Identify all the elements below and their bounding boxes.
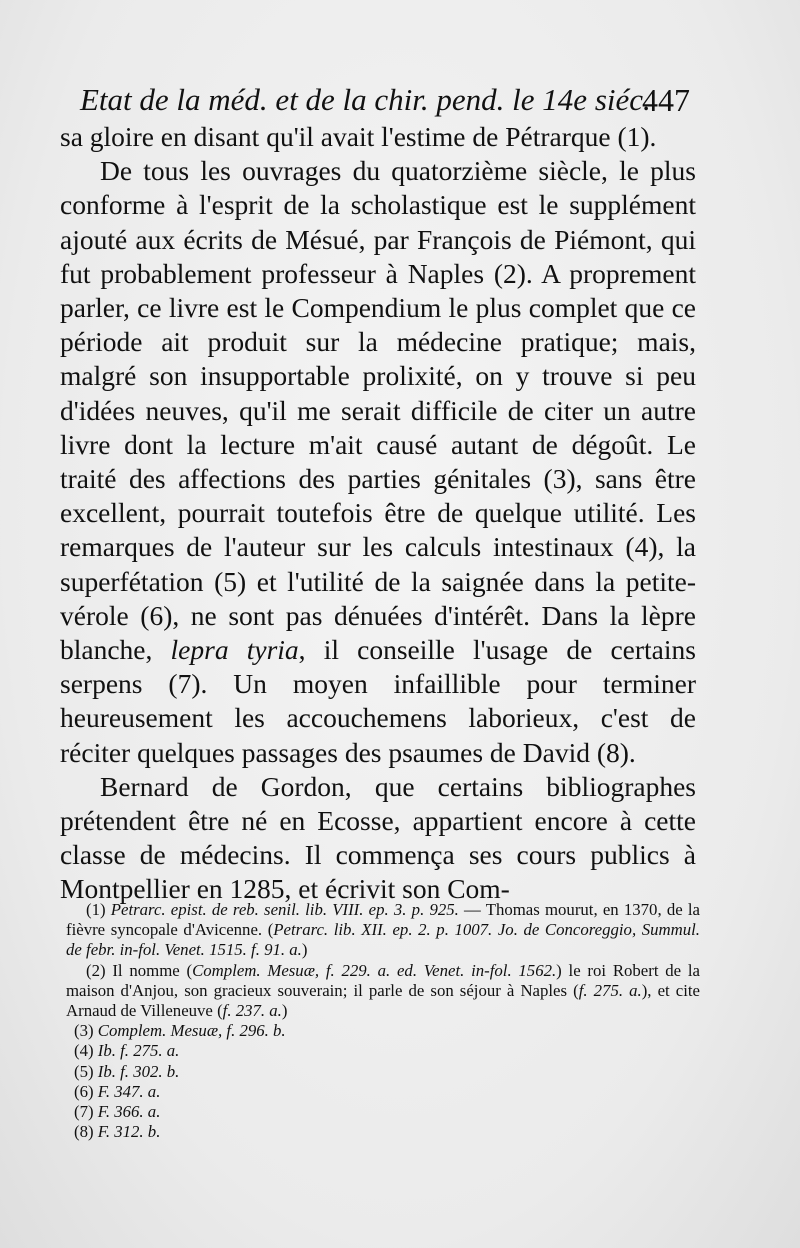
footnote-5-number: (5) [74,1061,98,1081]
footnote-2 [66,961,700,1022]
footnote-4 [66,1041,700,1061]
footnote-8-ref: F. 312. b. [97,1122,161,1142]
footnote-5 [66,1062,700,1082]
footnote-7 [66,1102,700,1122]
footnote-5-ref: Ib. f. 302. b. [97,1061,180,1081]
running-title: Etat de la méd. et de la chir. pend. le 14e siéc. [80,82,651,117]
footnote-1-text: — Thomas mourut, en 1370, de la fièvre syncopale d'Avicenne. ( [66,900,700,940]
page-number: 447 [642,82,690,118]
footnote-7-ref: F. 366. a. [97,1102,161,1122]
footnote-3 [66,1021,700,1041]
footnote-8 [66,1122,700,1142]
main-text [60,120,696,907]
footnote-1-ref-b: Petrarc. lib. XII. ep. 2. p. 1007. Jo. de Concoreggio, Summul. de febr. in-fol. Venet. 1515. f. 91. a. [66,920,701,960]
footnote-6-number: (6) [74,1081,98,1101]
paragraph-3: Bernard de Gordon, que certains bibliographes prétendent être né en Ecosse, appartient encore à cette classe de médecins. Il commença ses cours publics à Montpellier en 1285, et écrivit son Com- [60,770,696,905]
footnote-2-number: (2) Il nomme ( [86,960,193,980]
footnote-2-close: ) [281,1001,288,1021]
paragraph-2-italic: lepra tyria [170,634,299,666]
footnote-1-close: ) [301,940,308,960]
footnote-6-ref: F. 347. a. [97,1081,161,1101]
paragraph-2-text-a: De tous les ouvrages du quatorzième siècle, le plus conforme à l'esprit de la scholastique est le supplément ajouté aux écrits de Mésué, par François de Piémont, qui fut probablement professeur à Naples (2). A proprement parler, ce livre est le Compendium le plus complet que ce période ait produit sur la médecine pratique; mais, malgré son insupportable prolixité, on y trouve si peu d'idées neuves, qu'il me serait difficile de citer un autre livre dont la lecture m'ait causé autant de dégoût. Le traité des affections des parties génitales (3), sans être excellent, pourrait toutefois être de quelque utilité. Les remarques de l'auteur sur les calculs intestinaux (4), la superfétation (5) et l'utilité de la saignée dans la petite-vérole (6), ne sont pas dénuées d'intérêt. Dans la lèpre blanche, [60,155,696,666]
footnote-8-number: (8) [74,1122,98,1142]
footnote-1-ref-a: Petrarc. epist. de reb. senil. lib. VIII. ep. 3. p. 925. [110,900,459,919]
running-header [80,78,690,122]
footnote-2-text-b: ), et cite Arnaud de Villeneuve ( [66,980,700,1021]
paragraph-1: sa gloire en disant qu'il avait l'estime de Pétrarque (1). [60,121,657,152]
footnote-3-number: (3) [74,1021,98,1041]
footnote-2-ref-b: f. 275. a. [578,980,642,1000]
paragraph-2-text-b: , il conseille l'usage de certains serpens (7). Un moyen infaillible pour terminer heureusement les accouchemens laborieux, c'est de réciter quelques passages des psaumes de David (8). [60,634,696,768]
footnote-1-number: (1) [86,900,111,919]
footnote-4-number: (4) [74,1041,98,1061]
footnote-1 [66,900,700,961]
footnote-2-text-a: ) le roi Robert de la maison d'Anjou, son gracieux souverain; il parle de son séjour à Naples ( [66,960,700,1000]
footnote-4-ref: Ib. f. 275. a. [97,1041,180,1061]
paragraph-2 [60,154,696,770]
footnote-2-ref-a: Complem. Mesuæ, f. 229. a. ed. Venet. in-fol. 1562. [192,960,557,980]
footnote-3-ref: Complem. Mesuæ, f. 296. b. [97,1021,286,1041]
footnote-6 [66,1082,700,1102]
footnotes [66,900,700,1142]
footnote-7-number: (7) [74,1102,98,1122]
footnote-2-ref-c: f. 237. a. [222,1001,282,1021]
